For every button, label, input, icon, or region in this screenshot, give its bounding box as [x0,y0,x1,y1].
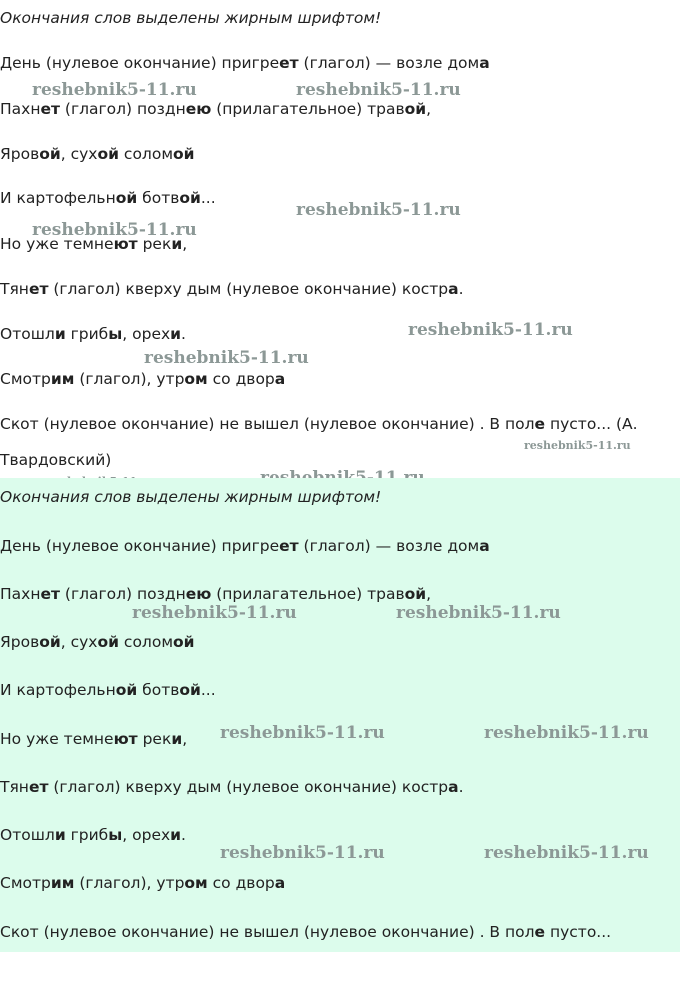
word-ending: ой [173,145,195,163]
word-ending: ею [185,585,212,603]
watermark: reshebnik5-11.ru [220,723,385,743]
text-segment: солом [119,633,174,651]
text-segment: (глагол) поздн [59,100,186,118]
text-segment: . [458,280,464,298]
poem-line [0,188,216,208]
poem-line [0,99,431,119]
watermark: reshebnik5-11.ru [132,603,297,623]
text-segment: , [426,585,432,603]
text-segment: . [458,778,464,796]
text-segment: И картофельн [0,189,116,207]
watermark: reshebnik5-11.ru [408,320,573,340]
text-segment: гриб [65,826,109,844]
text-segment: Яров [0,145,40,163]
watermark: reshebnik5-11.ru [32,220,197,240]
poem-line [0,777,464,797]
word-ending: ет [40,585,60,603]
watermark: reshebnik5-11.ru [32,80,197,100]
text-segment: (глагол) — возле дом [298,54,480,72]
text-segment: (глагол) — возле дом [298,537,480,555]
word-ending: ы [108,325,123,343]
poem-line [0,922,611,942]
poem-line [0,825,186,845]
word-ending: и [170,325,182,343]
text-segment: со двор [207,874,275,892]
poem-line [0,680,216,700]
text-segment: со двор [207,370,275,388]
word-ending: им [50,370,75,388]
text-segment: Смотр [0,370,51,388]
text-segment: ботв [137,681,180,699]
text-segment: , сух [60,633,98,651]
word-ending: ой [404,585,427,603]
word-ending: ет [28,280,49,298]
watermark: reshebnik5-11.ru [484,843,649,863]
watermark: reshebnik5-11.ru [484,723,649,743]
text-segment: рек [137,730,172,748]
word-ending: ой [404,100,427,118]
word-ending: ют [113,730,138,748]
text-segment: День (нулевое окончание) пригре [0,54,280,72]
text-segment: Смотр [0,874,51,892]
word-ending: а [448,280,459,298]
word-ending: им [50,874,75,892]
word-ending: е [534,415,546,433]
word-ending: ет [40,100,60,118]
text-segment: ... [200,189,216,207]
poem-line [0,584,431,604]
text-segment: солом [119,145,174,163]
text-segment: Отошл [0,826,55,844]
text-segment: , сух [60,145,98,163]
answer-block-top [0,0,680,478]
text-segment: Отошл [0,325,55,343]
text-segment: Тян [0,778,29,796]
text-segment: Пахн [0,100,41,118]
word-ending: а [448,778,459,796]
poem-line [0,369,285,389]
watermark: reshebnik5-11.ru [396,603,561,623]
text-segment: (глагол) кверху дым (нулевое окончание) костр [48,778,449,796]
poem-line [0,279,464,299]
text-segment: И картофельн [0,681,116,699]
text-segment: Твардовский) [0,451,112,469]
word-ending: и [170,826,182,844]
text-segment: (глагол) кверху дым (нулевое окончание) костр [48,280,449,298]
word-ending: ею [185,100,212,118]
text-segment: Пахн [0,585,41,603]
watermark: reshebnik5-11.ru [296,200,461,220]
text-segment: ... [200,681,216,699]
word-ending: а [274,874,286,892]
word-ending: ом [184,874,208,892]
poem-line [0,873,285,893]
watermark: reshebnik5-11.ru [296,80,461,100]
word-ending: ет [28,778,49,796]
text-segment: Тян [0,280,29,298]
text-segment: . [181,826,186,844]
word-ending: и [171,235,183,253]
word-ending: а [479,54,490,72]
poem-line [0,324,186,344]
poem-line [0,632,195,652]
word-ending: ом [184,370,208,388]
word-ending: и [171,730,183,748]
text-segment: ботв [137,189,180,207]
text-segment: , [182,730,188,748]
block-title: Окончания слов выделены жирным шрифтом! [0,9,382,27]
word-ending: ет [279,54,299,72]
text-segment: пусто... [545,923,612,941]
text-segment: . [181,325,186,343]
poem-line [0,53,490,73]
text-segment: (прилагательное) трав [211,585,405,603]
text-segment: рек [137,235,172,253]
watermark: reshebnik5-11.ru [144,348,309,368]
text-segment: , [426,100,432,118]
word-ending: а [274,370,286,388]
word-ending: ой [97,145,119,163]
word-ending: ой [39,145,61,163]
text-segment: (прилагательное) трав [211,100,405,118]
word-ending: а [479,537,490,555]
word-ending: ой [179,681,201,699]
word-ending: ой [115,681,138,699]
text-segment: пусто... (А. [545,415,638,433]
poem-line [0,144,195,164]
text-segment: Но уже темне [0,730,114,748]
word-ending: ой [115,189,138,207]
text-segment: День (нулевое окончание) пригре [0,537,280,555]
word-ending: ют [113,235,138,253]
text-segment: (глагол), утр [74,370,185,388]
text-segment: Скот (нулевое окончание) не вышел (нулевое окончание) . В пол [0,415,535,433]
word-ending: е [534,923,546,941]
text-segment: гриб [65,325,109,343]
block-title: Окончания слов выделены жирным шрифтом! [0,488,382,506]
text-segment: , [182,235,188,253]
word-ending: ет [279,537,299,555]
word-ending: ой [39,633,61,651]
text-segment: , орех [122,325,171,343]
word-ending: ы [108,826,123,844]
poem-line [0,450,111,470]
text-segment: Яров [0,633,40,651]
word-ending: ой [173,633,195,651]
text-segment: Скот (нулевое окончание) не вышел (нулевое окончание) . В пол [0,923,535,941]
text-segment: Но уже темне [0,235,114,253]
poem-line [0,414,638,434]
word-ending: и [54,826,66,844]
text-segment: (глагол) поздн [59,585,186,603]
word-ending: ой [97,633,119,651]
word-ending: ой [179,189,201,207]
watermark: reshebnik5-11.ru [524,439,631,452]
text-segment: , орех [122,826,171,844]
word-ending: и [54,325,66,343]
poem-line [0,536,490,556]
answer-block-bottom [0,478,680,952]
text-segment: (глагол), утр [74,874,185,892]
watermark: reshebnik5-11.ru [220,843,385,863]
poem-line [0,729,187,749]
